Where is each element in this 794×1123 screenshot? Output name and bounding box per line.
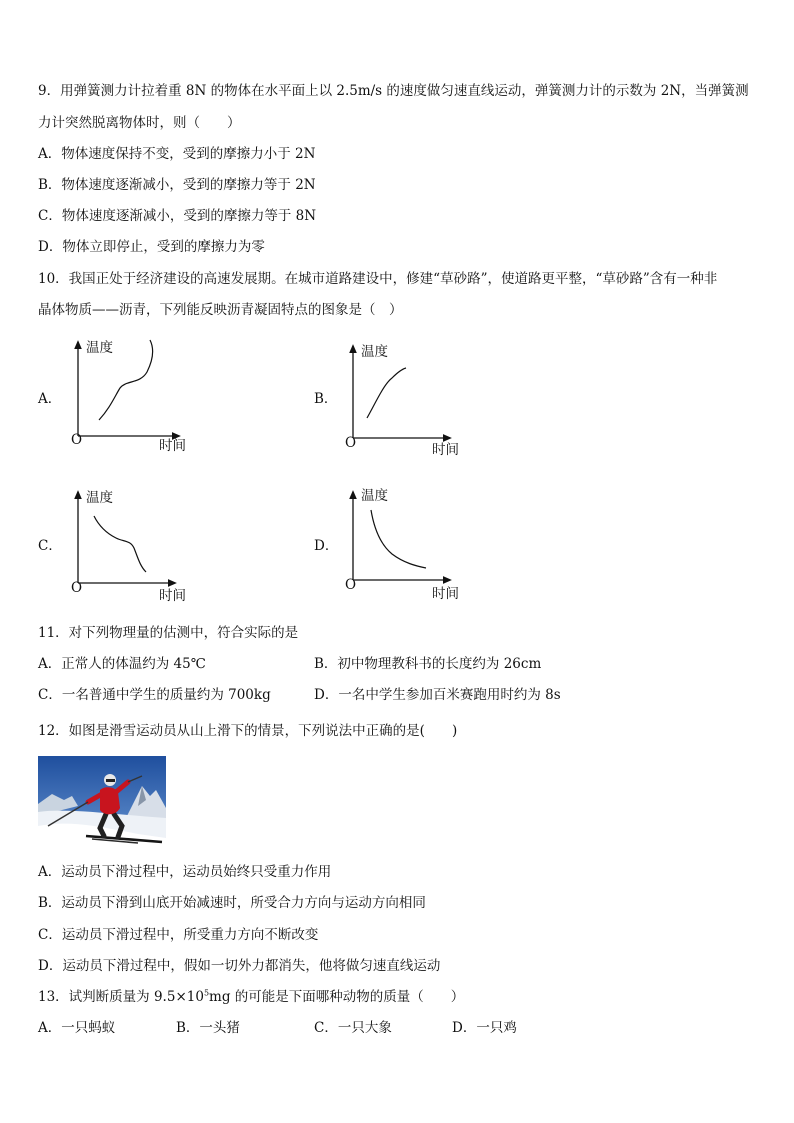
graph-c-y-label: 温度 xyxy=(86,490,113,506)
curve xyxy=(367,368,406,418)
q13-option-d: D．一只鸡 xyxy=(452,1020,517,1036)
graph-b-origin: O xyxy=(345,435,357,451)
q9-option-b: B．物体速度逐渐减小，受到的摩擦力等于 2N xyxy=(38,177,316,193)
q10-graph-d xyxy=(336,488,506,618)
graph-d-y-label: 温度 xyxy=(361,488,388,504)
q12-option-d: D．运动员下滑过程中，假如一切外力都消失，他将做匀速直线运动 xyxy=(38,958,441,974)
graph-d-svg xyxy=(336,488,506,618)
graph-c-svg xyxy=(60,488,230,618)
skier-photo xyxy=(38,756,166,851)
graph-b-y-label: 温度 xyxy=(361,344,388,360)
graph-a-origin: O xyxy=(71,432,83,448)
q10-option-a-label: A． xyxy=(38,391,62,407)
q10-option-b-label: B． xyxy=(314,391,338,407)
q9-stem-line2: 力计突然脱离物体时，则（ ） xyxy=(38,115,241,131)
q13-option-b: B．一头猪 xyxy=(176,1020,240,1036)
graph-a-y-label: 温度 xyxy=(86,340,113,356)
q9-option-a: A．物体速度保持不变，受到的摩擦力小于 2N xyxy=(38,146,316,162)
curve xyxy=(371,510,426,568)
q11-option-b: B．初中物理教科书的长度约为 26cm xyxy=(314,656,542,672)
q11-option-d: D．一名中学生参加百米赛跑用时约为 8s xyxy=(314,687,561,703)
graph-d-x-label: 时间 xyxy=(432,586,459,602)
q12-option-c: C．运动员下滑过程中，所受重力方向不断改变 xyxy=(38,927,319,943)
q13-stem xyxy=(38,988,464,1006)
q10-graph-b xyxy=(336,342,506,472)
q10-graph-c xyxy=(60,488,230,618)
q11-stem: 11．对下列物理量的估测中，符合实际的是 xyxy=(38,625,299,641)
q10-stem-line2: 晶体物质——沥青，下列能反映沥青凝固特点的图象是（ ） xyxy=(38,302,403,318)
graph-b-svg xyxy=(336,342,506,472)
q10-stem-line1: 10．我国正处于经济建设的高速发展期。在城市道路建设中，修建“草砂路”，使道路更平整，“草砂路”含有一种非 xyxy=(38,271,718,287)
q10-option-d-label: D． xyxy=(314,538,339,554)
q13-option-a: A．一只蚂蚁 xyxy=(38,1020,116,1036)
q12-option-b: B．运动员下滑到山底开始减速时，所受合力方向与运动方向相同 xyxy=(38,895,426,911)
q9-option-d: D．物体立即停止，受到的摩擦力为零 xyxy=(38,239,265,255)
q12-option-a: A．运动员下滑过程中，运动员始终只受重力作用 xyxy=(38,864,332,880)
q11-option-a: A．正常人的体温约为 45℃ xyxy=(38,656,206,672)
q13-stem-post: mg 的可能是下面哪种动物的质量（ ） xyxy=(209,989,465,1005)
graph-a-x-label: 时间 xyxy=(159,438,186,454)
q10-option-c-label: C． xyxy=(38,538,62,554)
curve xyxy=(94,516,146,572)
q11-option-c: C．一名普通中学生的质量约为 700kg xyxy=(38,687,271,703)
graph-c-origin: O xyxy=(71,580,83,596)
graph-a-svg xyxy=(60,338,230,468)
q10-graph-a xyxy=(60,338,230,468)
graph-d-origin: O xyxy=(345,577,357,593)
q12-stem: 12．如图是滑雪运动员从山上滑下的情景，下列说法中正确的是( ) xyxy=(38,723,458,739)
graph-c-x-label: 时间 xyxy=(159,588,186,604)
q13-stem-pre: 13．试判断质量为 9.5×10 xyxy=(38,989,204,1005)
q13-option-c: C．一只大象 xyxy=(314,1020,392,1036)
q13-stem-exponent: 5 xyxy=(203,988,210,998)
q9-stem-line1: 9．用弹簧测力计拉着重 8N 的物体在水平面上以 2.5m/s 的速度做匀速直线运动，弹簧测力计的示数为 2N，当弹簧测 xyxy=(38,83,749,99)
graph-b-x-label: 时间 xyxy=(432,442,459,458)
q9-option-c: C．物体速度逐渐减小，受到的摩擦力等于 8N xyxy=(38,208,317,224)
skier-illustration xyxy=(38,756,166,851)
